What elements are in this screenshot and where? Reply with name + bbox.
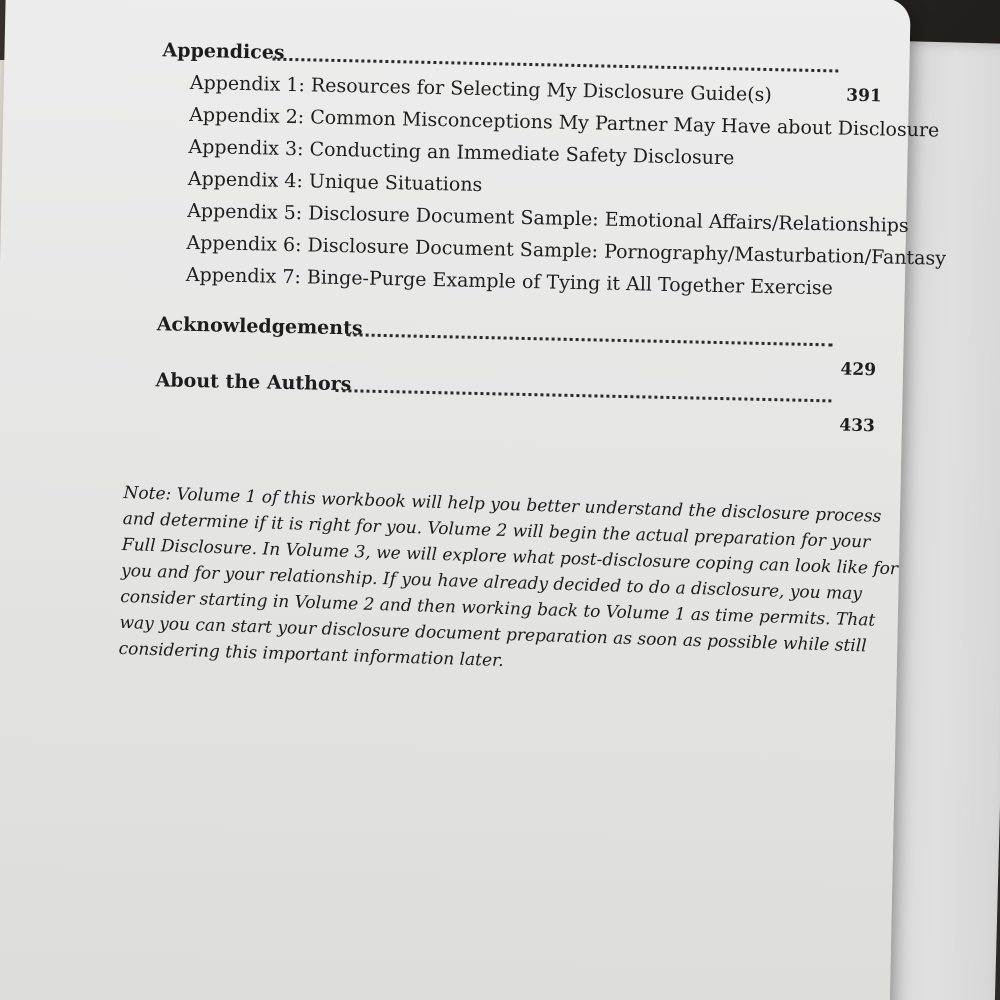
dot-leader — [335, 389, 831, 402]
appendix-4-title: Appendix 4: Unique Situations — [187, 167, 483, 197]
appendix-1-title: Appendix 1: Resources for Selecting My Disclosure Guide(s) — [189, 71, 773, 107]
about-authors-page-number: 433 — [839, 415, 876, 437]
appendix-6-title: Appendix 6: Disclosure Document Sample: Pornography/Masturbation/Fantasy — [186, 231, 947, 270]
volume-note — [118, 480, 903, 686]
appendix-5-title: Appendix 5: Disclosure Document Sample: Emotional Affairs/Relationships — [186, 199, 909, 237]
toc-heading-appendices: Appendices — [162, 39, 285, 64]
acknowledgements-page-number: 429 — [840, 359, 877, 381]
appendices-page-number: 391 — [846, 85, 882, 107]
appendix-3-title: Appendix 3: Conducting an Immediate Safety Disclosure — [188, 135, 735, 170]
toc-heading-acknowledgements: Acknowledgements — [156, 313, 363, 340]
appendix-2-title: Appendix 2: Common Misconceptions My Partner May Have about Disclosure — [188, 103, 940, 142]
dot-leader — [347, 333, 833, 346]
appendix-7-title: Appendix 7: Binge-Purge Example of Tying it All Together Exercise — [185, 263, 834, 300]
volume-note-text: Note: Volume 1 of this workbook will help you better understand the disclosure process and determine if it is right for you. Volume 2 will begin the actual preparation for your Full Disclosure. In Volume 3, we will explore what post-disclosure coping can look like for you and for your relationship. If you have already decided to do a disclosure, you may consider starting in Volume 2 and then working back to Volume 1 as time permits. That way you can start your disclosure document preparation as soon as possible while still considering this important information later. — [118, 482, 899, 672]
dot-leader — [272, 58, 838, 73]
table-of-contents — [155, 39, 947, 440]
toc-heading-about-authors: About the Authors — [155, 369, 352, 396]
